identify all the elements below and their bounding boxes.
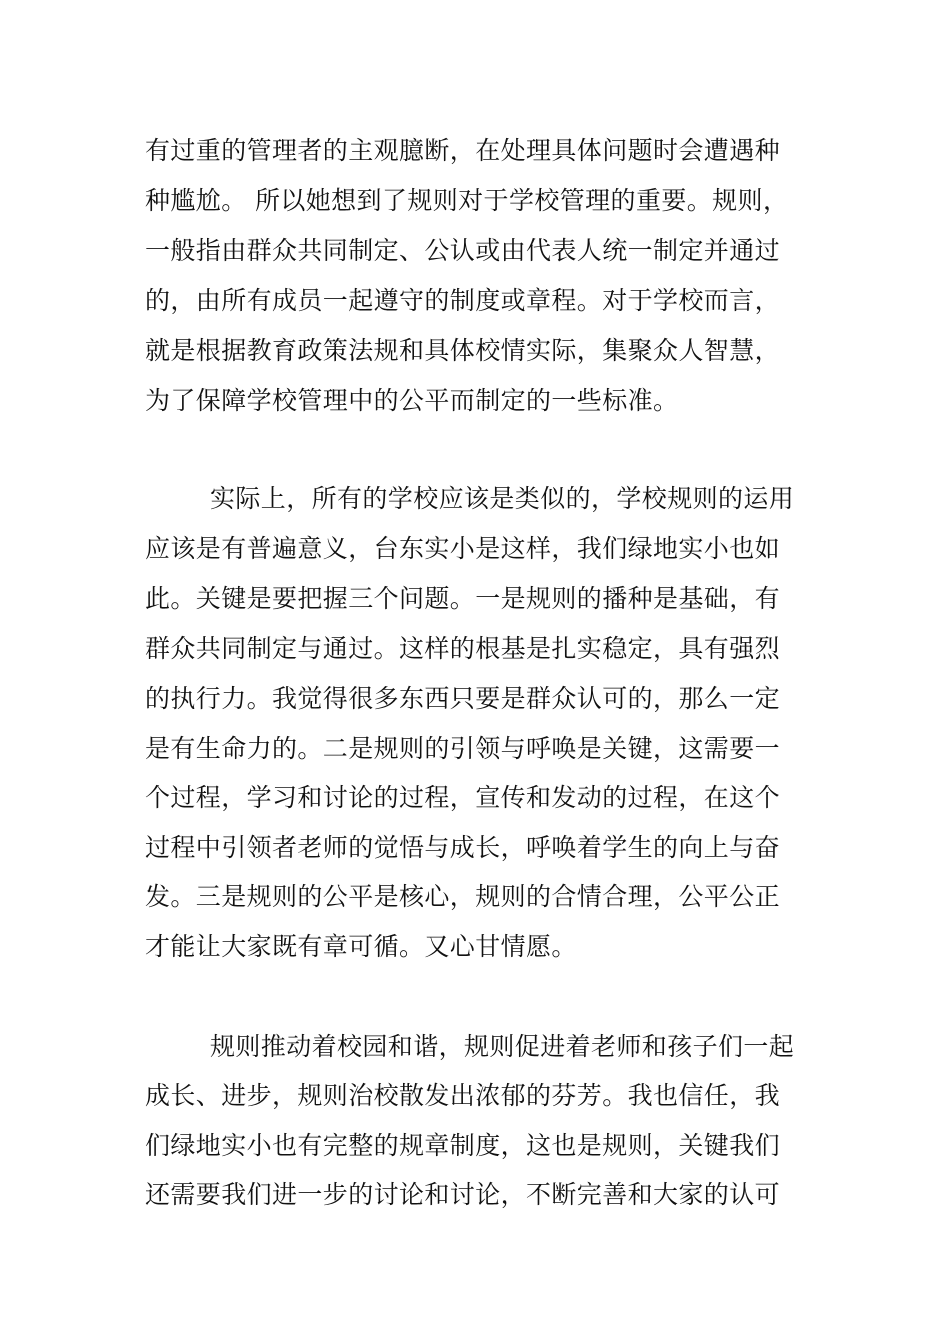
- text-line: 过程中引领者老师的觉悟与成长，呼唤着学生的向上与奋: [145, 833, 781, 862]
- text-line: 的，由所有成员一起遵守的制度或章程。对于学校而言，: [145, 286, 781, 315]
- text-line: 才能让大家既有章可循。又心甘情愿。: [145, 932, 577, 961]
- text-line: 就是根据教育政策法规和具体校情实际，集聚众人智慧，: [145, 336, 781, 365]
- text-line: 们绿地实小也有完整的规章制度，这也是规则，关键我们: [145, 1131, 781, 1160]
- text-line: 规则推动着校园和谐，规则促进着老师和孩子们一起: [210, 1032, 795, 1061]
- text-line: 个过程，学习和讨论的过程，宣传和发动的过程，在这个: [145, 783, 781, 812]
- text-line: 发。三是规则的公平是核心，规则的合情合理，公平公正: [145, 882, 781, 911]
- text-line: 成长、进步，规则治校散发出浓郁的芬芳。我也信任，我: [145, 1081, 781, 1110]
- text-line: 应该是有普遍意义，台东实小是这样，我们绿地实小也如: [145, 534, 781, 563]
- text-line: 是有生命力的。二是规则的引领与呼唤是关键，这需要一: [145, 734, 781, 763]
- text-line: 群众共同制定与通过。这样的根基是扎实稳定，具有强烈: [145, 634, 781, 663]
- text-line: 实际上，所有的学校应该是类似的，学校规则的运用: [210, 484, 795, 513]
- text-line: 有过重的管理者的主观臆断，在处理具体问题时会遭遇种: [145, 136, 781, 165]
- text-line: 为了保障学校管理中的公平而制定的一些标准。: [145, 386, 679, 415]
- text-line: 一般指由群众共同制定、公认或由代表人统一制定并通过: [145, 236, 781, 265]
- text-line: 此。关键是要把握三个问题。一是规则的播种是基础，有: [145, 584, 781, 613]
- text-line: 的执行力。我觉得很多东西只要是群众认可的，那么一定: [145, 684, 781, 713]
- text-line: 还需要我们进一步的讨论和讨论，不断完善和大家的认可: [145, 1180, 781, 1209]
- text-line: 种尴尬。 所以她想到了规则对于学校管理的重要。规则，: [145, 186, 789, 215]
